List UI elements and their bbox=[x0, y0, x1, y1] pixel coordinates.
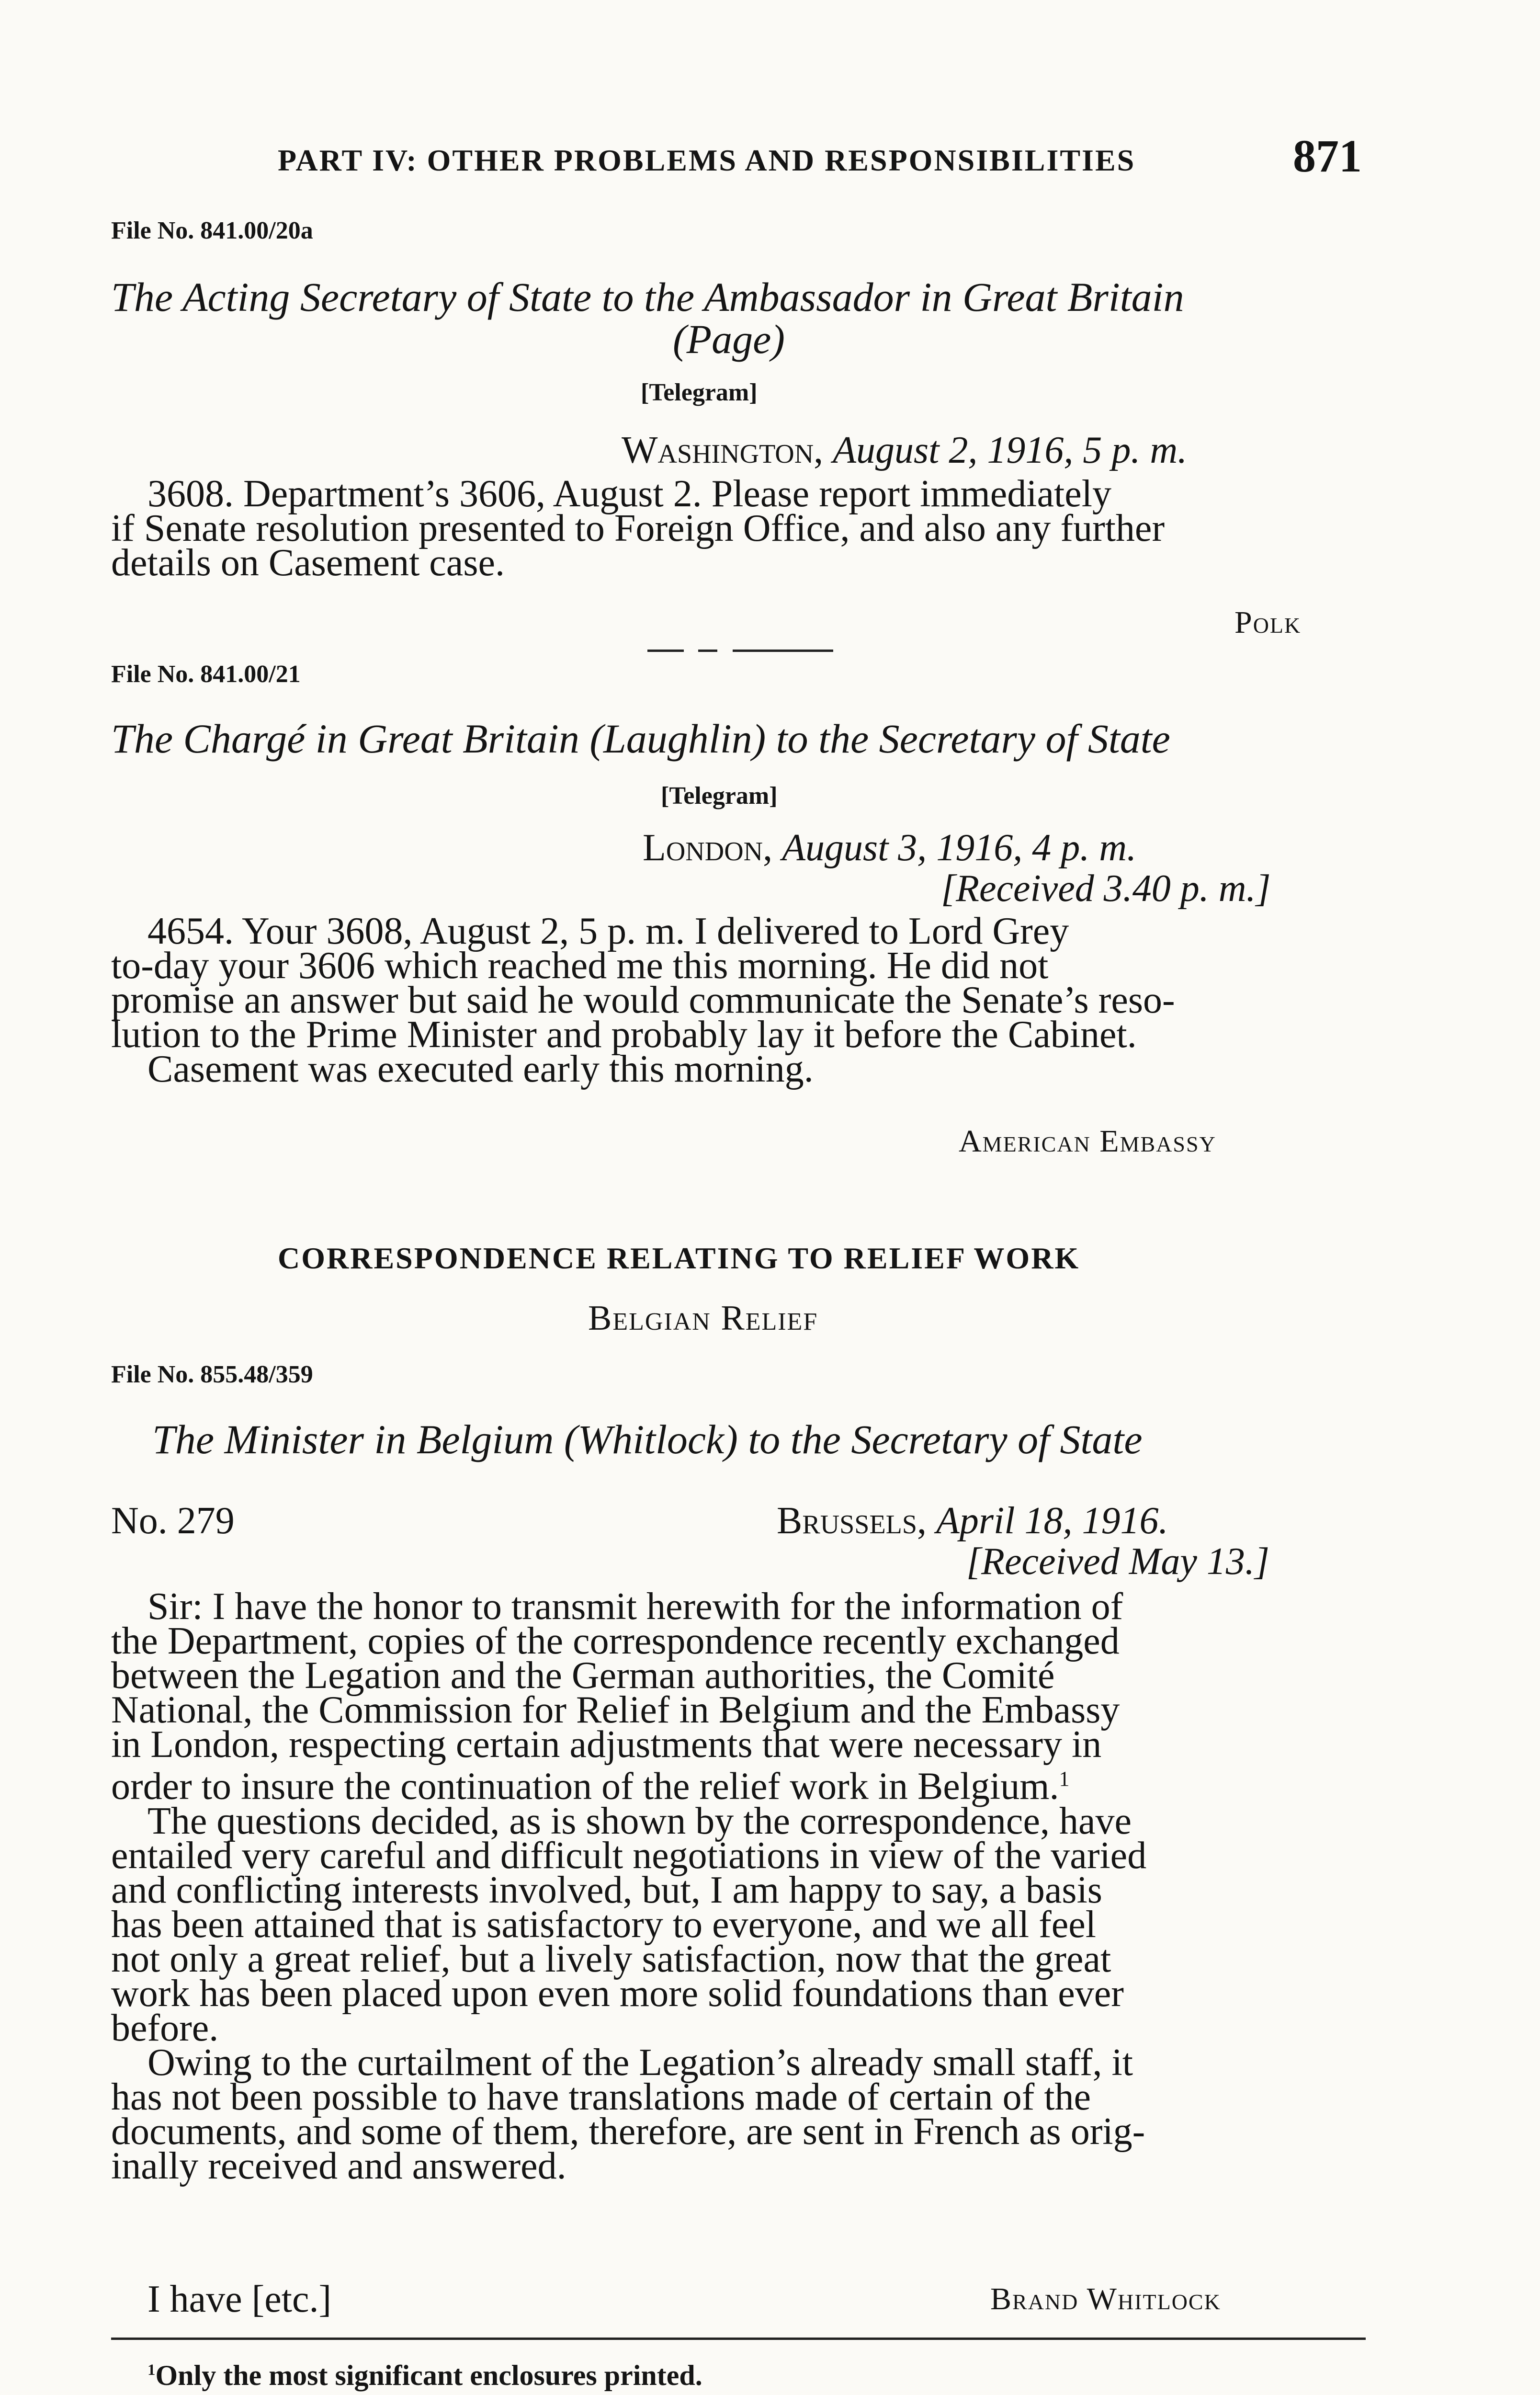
doc3-received: [Received May 13.] bbox=[966, 1540, 1270, 1583]
section-heading: CORRESPONDENCE RELATING TO RELIEF WORK bbox=[278, 1241, 1080, 1275]
doc2-received: [Received 3.40 p. m.] bbox=[941, 867, 1271, 910]
doc1-body-line: if Senate resolution presented to Foreign Office, and also any further bbox=[111, 507, 1165, 549]
section-subheading: Belgian Relief bbox=[588, 1299, 818, 1338]
doc1-date: August 2, 1916, 5 p. m. bbox=[833, 429, 1188, 471]
running-title: PART IV: OTHER PROBLEMS AND RESPONSIBILITIES bbox=[278, 143, 1136, 177]
footnote-mark: 1 bbox=[147, 2361, 156, 2379]
footnote-text: Only the most significant enclosures printed. bbox=[155, 2360, 702, 2391]
doc1-place: Washington, bbox=[622, 429, 824, 471]
doc2-signature: American Embassy bbox=[959, 1124, 1216, 1159]
doc1-dateline bbox=[622, 429, 1187, 472]
doc2-body-line: promise an answer but said he would communicate the Senate’s reso- bbox=[111, 979, 1175, 1021]
doc3-title: The Minister in Belgium (Whitlock) to the Secretary of State bbox=[152, 1416, 1143, 1462]
doc3-para2-line: and conflicting interests involved, but, I am happy to say, a basis bbox=[111, 1869, 1102, 1911]
doc2-file-number: File No. 841.00/21 bbox=[111, 661, 301, 688]
doc3-body bbox=[111, 1585, 1366, 2187]
doc2-title: The Chargé in Great Britain (Laughlin) to the Secretary of State bbox=[111, 716, 1170, 762]
doc3-para2-line: The questions decided, as is shown by the correspondence, have bbox=[147, 1800, 1132, 1842]
doc2-body bbox=[111, 910, 1366, 1090]
doc3-para2-line: not only a great relief, but a lively satisfaction, now that the great bbox=[111, 1938, 1111, 1980]
doc3-dateline bbox=[777, 1499, 1168, 1543]
doc2-body-line: Casement was executed early this morning. bbox=[147, 1048, 814, 1090]
doc1-telegram-label: [Telegram] bbox=[641, 379, 758, 406]
doc3-para1-line: Sir: I have the honor to transmit herewith for the information of bbox=[147, 1585, 1123, 1628]
doc3-para2-line: before. bbox=[111, 2007, 219, 2049]
doc2-telegram-label: [Telegram] bbox=[661, 782, 778, 810]
doc1-body-line: details on Casement case. bbox=[111, 542, 505, 584]
doc3-para3-line: documents, and some of them, therefore, are sent in French as orig- bbox=[111, 2110, 1145, 2153]
doc3-closing: I have [etc.] bbox=[147, 2278, 332, 2320]
doc3-para3-line: Owing to the curtailment of the Legation’s already small staff, it bbox=[147, 2041, 1133, 2084]
doc1-body bbox=[111, 473, 1366, 584]
footnote-reference: 1 bbox=[1059, 1767, 1070, 1791]
doc-separator-dash bbox=[647, 650, 684, 652]
footnote-rule bbox=[111, 2338, 1366, 2340]
doc1-body-line: 3608. Department’s 3606, August 2. Please report immediately bbox=[147, 473, 1111, 515]
doc3-para1-line: in London, respecting certain adjustments that were necessary in bbox=[111, 1723, 1102, 1766]
doc-separator-dash bbox=[698, 650, 717, 652]
doc3-para2-line: entailed very careful and difficult negotiations in view of the varied bbox=[111, 1834, 1147, 1877]
doc1-title-name: (Page) bbox=[673, 316, 785, 362]
doc3-para1-line: order to insure the continuation of the relief work in Belgium.$^1$ bbox=[111, 1765, 1070, 1808]
doc3-date: April 18, 1916. bbox=[936, 1500, 1168, 1542]
doc3-para1-line: National, the Commission for Relief in Belgium and the Embassy bbox=[111, 1689, 1120, 1731]
doc2-body-line: to-day your 3606 which reached me this morning. He did not bbox=[111, 945, 1049, 987]
doc2-body-line: 4654. Your 3608, August 2, 5 p. m. I delivered to Lord Grey bbox=[147, 910, 1069, 952]
doc3-file-number: File No. 855.48/359 bbox=[111, 1361, 313, 1388]
doc3-para2-line: has been attained that is satisfactory to everyone, and we all feel bbox=[111, 1903, 1096, 1946]
doc-separator-dash bbox=[733, 650, 833, 652]
doc2-body-line: lution to the Prime Minister and probably lay it before the Cabinet. bbox=[111, 1014, 1137, 1056]
doc3-para3-line: inally received and answered. bbox=[111, 2144, 566, 2187]
doc1-signature: Polk bbox=[1234, 605, 1302, 640]
doc2-date: August 3, 1916, 4 p. m. bbox=[782, 827, 1137, 869]
doc2-place: London, bbox=[643, 827, 773, 869]
page-number: 871 bbox=[1293, 130, 1362, 182]
doc3-number: No. 279 bbox=[111, 1500, 235, 1542]
doc3-para2-line: work has been placed upon even more solid foundations than ever bbox=[111, 1972, 1124, 2015]
doc3-place: Brussels, bbox=[777, 1500, 927, 1542]
doc1-title: The Acting Secretary of State to the Ambassador in Great Britain bbox=[111, 274, 1184, 320]
doc2-dateline bbox=[643, 826, 1136, 870]
doc3-para1-line: the Department, copies of the correspondence recently exchanged bbox=[111, 1620, 1120, 1662]
doc1-file-number: File No. 841.00/20a bbox=[111, 217, 313, 244]
doc3-para3-line: has not been possible to have translations made of certain of the bbox=[111, 2076, 1091, 2118]
footnote bbox=[147, 2359, 702, 2392]
doc3-signature: Brand Whitlock bbox=[990, 2281, 1221, 2316]
doc3-para1-line: between the Legation and the German authorities, the Comité bbox=[111, 1654, 1055, 1697]
